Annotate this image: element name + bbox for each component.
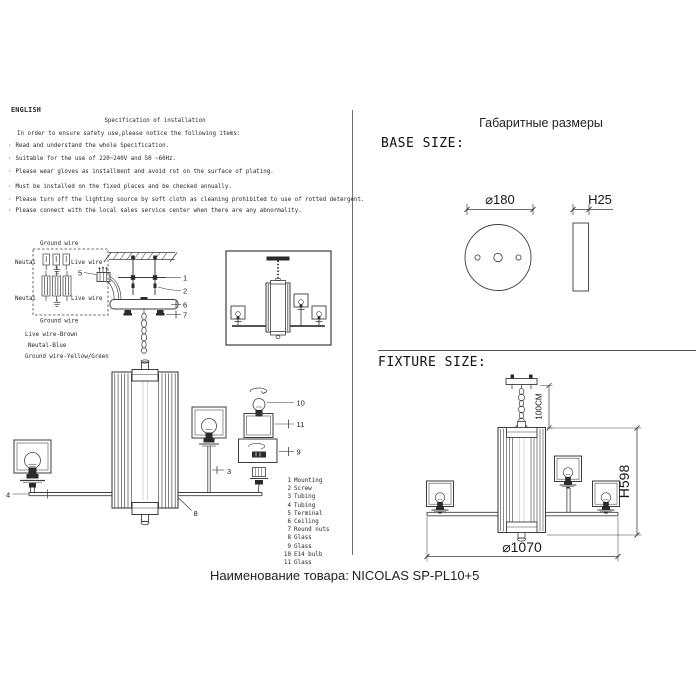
part-row bbox=[281, 510, 329, 518]
dimensions-title-ru: Габаритные размеры bbox=[479, 116, 603, 130]
base-height-value: H25 bbox=[588, 192, 612, 207]
part-number: 1 bbox=[287, 478, 291, 484]
callout-11: 11 bbox=[296, 420, 305, 429]
base-size-drawing bbox=[430, 188, 680, 303]
mini-lamp-icon bbox=[294, 294, 308, 326]
part-row bbox=[281, 559, 329, 567]
lamp-shade-icon bbox=[427, 481, 454, 514]
legend-neutral: Neutal-Blue bbox=[28, 343, 67, 349]
callout-9: 9 bbox=[296, 447, 301, 457]
spec-item: · Read and understand the whole Specification. bbox=[8, 143, 169, 149]
spec-intro: In order to ensure safety use,please notice the following items: bbox=[17, 131, 241, 137]
leader-line bbox=[158, 287, 181, 291]
chain-length-dimension bbox=[535, 383, 553, 431]
part-name: Ceiling bbox=[294, 518, 319, 525]
fixture-size-drawing bbox=[380, 368, 700, 568]
part-row bbox=[281, 485, 329, 493]
terminal-blocks-icon bbox=[42, 271, 71, 301]
part-row bbox=[281, 502, 329, 510]
fixture-diameter-dimension bbox=[425, 539, 621, 559]
part-row bbox=[281, 534, 329, 542]
neutral-label: Neutal bbox=[15, 296, 36, 302]
callout-5: 5 bbox=[78, 268, 83, 278]
callout-8: 8 bbox=[193, 509, 198, 518]
part-number: 4 bbox=[287, 502, 291, 509]
mounting-bolts-icon bbox=[118, 256, 166, 296]
wiring-box bbox=[33, 249, 108, 315]
language-label: ENGLISH bbox=[11, 106, 42, 114]
lamp-shade-icon bbox=[555, 456, 582, 489]
part-name: Round nuts bbox=[294, 527, 330, 534]
part-number: 9 bbox=[287, 543, 291, 550]
callout-7: 7 bbox=[183, 310, 188, 320]
part-row bbox=[281, 551, 329, 559]
product-name: NICOLAS SP-PL10+5 bbox=[351, 568, 480, 583]
spec-title: Specification of installation bbox=[104, 118, 206, 124]
legend-live: Live wire-Brown bbox=[25, 332, 78, 338]
neutral-label: Neutal bbox=[15, 260, 36, 266]
part-number: 8 bbox=[287, 535, 291, 542]
spec-item: · Please wear gloves as installment and avoid rot on the surface of plating. bbox=[8, 169, 274, 175]
product-label: Наименование товара: bbox=[210, 568, 349, 583]
center-glass-column-icon bbox=[112, 360, 178, 525]
part-name: Terminal bbox=[294, 510, 323, 517]
part-row bbox=[281, 493, 329, 501]
part-name: Glass bbox=[294, 535, 312, 542]
base-size-heading: BASE SIZE: bbox=[381, 136, 465, 151]
part-name: Screw bbox=[294, 486, 312, 493]
ground-wire-label: Ground wire bbox=[40, 318, 79, 325]
part-row bbox=[281, 526, 329, 534]
lamp-shade-icon bbox=[192, 407, 226, 493]
product-name-line bbox=[210, 568, 482, 583]
part-number: 10 bbox=[283, 551, 291, 558]
parts-list bbox=[281, 477, 329, 567]
spec-item: · Must be installed on the fixed places and be checked annually. bbox=[8, 184, 232, 190]
fixture-thumbnail bbox=[226, 251, 331, 345]
part-name: E14 bulb bbox=[294, 551, 323, 558]
base-top-view bbox=[465, 225, 531, 291]
ceiling-plate-icon bbox=[506, 375, 537, 390]
live-label: Live wire bbox=[71, 260, 103, 266]
wiring-diagram bbox=[15, 241, 109, 360]
callout-2: 2 bbox=[183, 286, 188, 296]
callout-6: 6 bbox=[183, 300, 188, 310]
part-name: Tubing bbox=[294, 502, 316, 509]
base-diameter-value: ⌀180 bbox=[485, 192, 515, 207]
part-name: Tubing bbox=[294, 494, 316, 501]
callout-4: 4 bbox=[6, 490, 11, 500]
ground-symbol-icon bbox=[54, 299, 61, 307]
spec-item: · Please connect with the local sales service center when there are any abnormality. bbox=[8, 208, 302, 214]
chain-icon bbox=[141, 309, 146, 353]
lamp-shade-icon bbox=[14, 440, 51, 493]
lamp-holder-icon bbox=[250, 468, 268, 493]
part-name: Mounting bbox=[294, 478, 323, 484]
ground-symbol-icon bbox=[54, 266, 61, 274]
ground-wire-label: Ground wire bbox=[40, 241, 79, 247]
center-glass-icon bbox=[266, 278, 290, 338]
center-glass-column-icon bbox=[498, 422, 546, 542]
inner-glass-icon bbox=[244, 414, 273, 438]
base-diameter-dimension bbox=[465, 192, 536, 215]
part-number: 6 bbox=[287, 518, 291, 525]
live-label: Live wire bbox=[71, 296, 103, 302]
bulb-icon bbox=[202, 419, 217, 434]
callout-10: 10 bbox=[296, 398, 305, 408]
mini-lamp-icon bbox=[312, 306, 326, 326]
column-divider bbox=[352, 110, 353, 555]
callout-3: 3 bbox=[227, 467, 232, 476]
outer-glass-icon bbox=[239, 439, 278, 463]
mini-lamp-icon bbox=[231, 306, 245, 326]
base-height-dimension bbox=[571, 192, 614, 215]
part-number: 7 bbox=[287, 527, 291, 534]
part-row bbox=[281, 477, 329, 485]
ceiling-mount-diagram bbox=[78, 253, 187, 354]
canopy-icon bbox=[110, 297, 178, 309]
part-number: 2 bbox=[287, 486, 291, 493]
spec-item: · Suitable for the use of 220~240V and 50 ~60Hz. bbox=[8, 156, 176, 162]
fixture-size-heading: FIXTURE SIZE: bbox=[378, 355, 487, 370]
bulb-icon bbox=[25, 453, 41, 469]
bulb-icon bbox=[253, 399, 265, 411]
legend-ground: Ground wire-Yellow/Green bbox=[25, 354, 109, 360]
screw-hole-icon bbox=[516, 255, 521, 260]
plug-connectors-icon bbox=[43, 254, 70, 270]
callout-1: 1 bbox=[183, 273, 188, 283]
fixture-height-value: H598 bbox=[616, 464, 632, 499]
part-number: 5 bbox=[287, 510, 291, 517]
exploded-lamp-parts bbox=[239, 388, 278, 492]
part-name: Glass bbox=[294, 559, 312, 566]
leader-line bbox=[178, 497, 192, 511]
center-hole-icon bbox=[494, 253, 502, 261]
spec-item: · Please turn off the lighting source by soft cloth as cleaning prohibited to use of rotted detergent. bbox=[8, 197, 365, 203]
part-row bbox=[281, 518, 329, 526]
fixture-diameter-value: ⌀1070 bbox=[502, 539, 542, 555]
leader-line bbox=[84, 273, 96, 275]
chandelier-exploded-diagram bbox=[6, 360, 305, 525]
ceiling-hatch-icon bbox=[104, 253, 177, 263]
base-side-view bbox=[573, 223, 589, 291]
part-number: 11 bbox=[283, 559, 291, 566]
part-name: Glass bbox=[294, 543, 312, 550]
section-divider bbox=[378, 350, 696, 351]
screw-hole-icon bbox=[475, 255, 480, 260]
part-number: 3 bbox=[287, 494, 291, 501]
chain-length-value: 100CM bbox=[534, 393, 544, 420]
part-row bbox=[281, 543, 329, 551]
